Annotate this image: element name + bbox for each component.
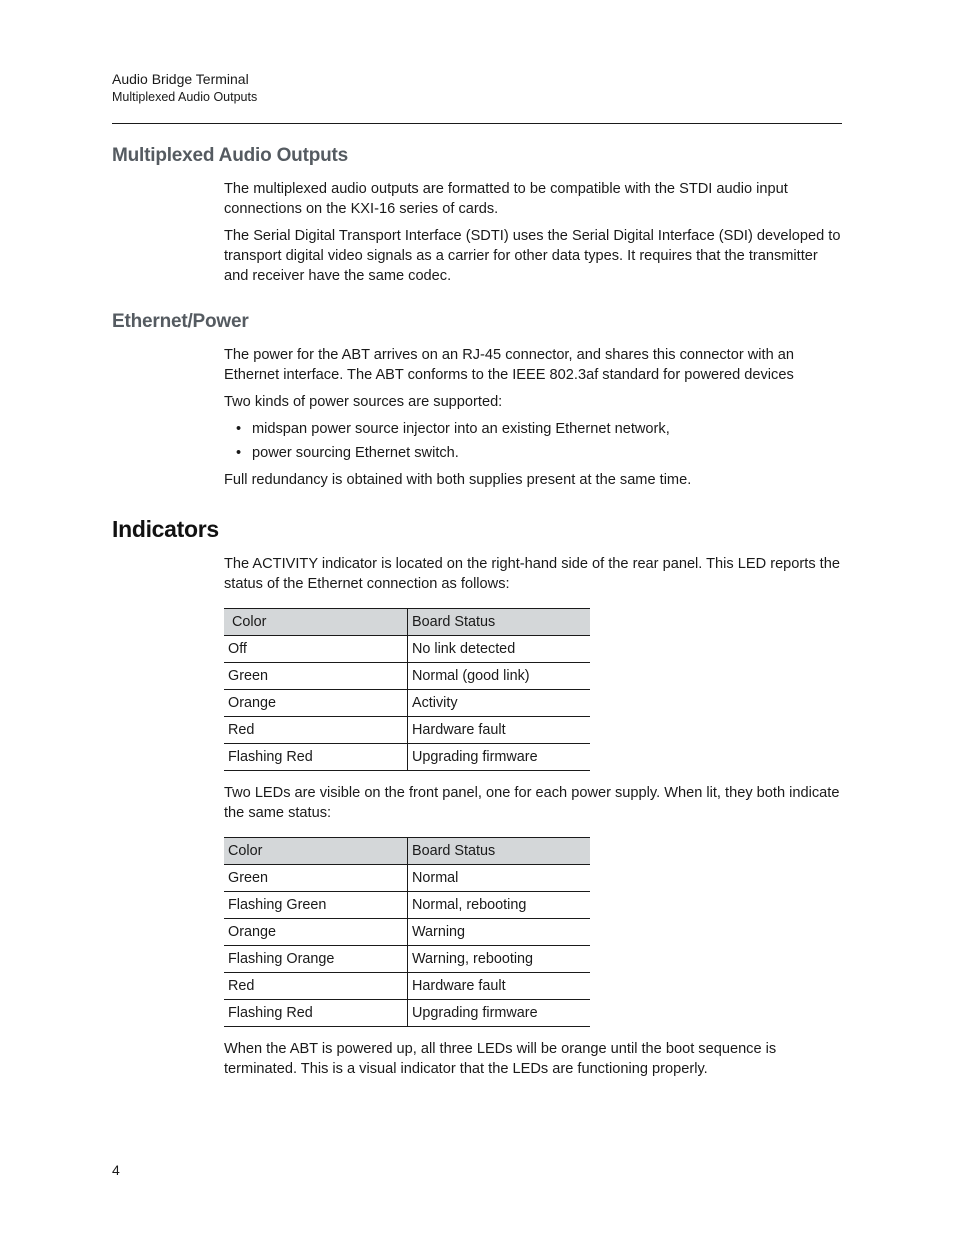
page-number: 4	[112, 1162, 120, 1178]
table-row: Flashing Orange Warning, rebooting	[224, 946, 590, 973]
column-header-board-status: Board Status	[408, 838, 591, 865]
boot-note	[224, 1039, 842, 1086]
header-title: Audio Bridge Terminal	[112, 71, 249, 87]
table-row: Green Normal	[224, 865, 590, 892]
indicators-paragraph-3: When the ABT is powered up, all three LEDs will be orange until the boot sequence is terminated. This is a visual indicator that the LEDs are functioning properly.	[224, 1041, 777, 1077]
bullet-icon: •	[236, 445, 242, 461]
heading-multiplexed-audio-outputs: Multiplexed Audio Outputs	[112, 145, 348, 166]
heading-indicators: Indicators	[112, 516, 219, 542]
table-row: Flashing Green Normal, rebooting	[224, 892, 590, 919]
bullet-icon: •	[236, 421, 242, 437]
ethernet-paragraph-3: Full redundancy is obtained with both supplies present at the same time.	[224, 472, 692, 488]
ethernet-paragraph-2: Two kinds of power sources are supported:	[224, 394, 503, 410]
mux-paragraph-2: The Serial Digital Transport Interface (SDTI) uses the Serial Digital Interface (SDI) developed to transport digital video signals as a carrier for other data types. It requires that the transmitter and receiver have the same codec.	[224, 228, 841, 284]
column-header-color: Color	[224, 838, 408, 865]
column-header-board-status: Board Status	[408, 609, 591, 636]
table-row: Red Hardware fault	[224, 973, 590, 1000]
power-table-wrap	[224, 837, 842, 1027]
ethernet-body	[224, 345, 842, 497]
power-source-list	[224, 419, 842, 463]
table-header-row	[224, 838, 590, 865]
table-row: Orange Warning	[224, 919, 590, 946]
table-row: Flashing Red Upgrading firmware	[224, 744, 590, 771]
list-item: • power sourcing Ethernet switch.	[236, 445, 459, 461]
front-panel-intro	[224, 783, 842, 830]
list-item: • midspan power source injector into an existing Ethernet network,	[236, 421, 670, 437]
table-row: Flashing Red Upgrading firmware	[224, 1000, 590, 1027]
table-row: Orange Activity	[224, 690, 590, 717]
mux-body	[224, 179, 842, 293]
table-row: Green Normal (good link)	[224, 663, 590, 690]
power-led-table	[224, 837, 590, 1027]
table-row: Red Hardware fault	[224, 717, 590, 744]
activity-table-wrap	[224, 608, 842, 771]
header-rule	[112, 123, 842, 124]
running-header	[112, 70, 842, 106]
activity-led-table	[224, 608, 590, 771]
mux-paragraph-1: The multiplexed audio outputs are formatted to be compatible with the STDI audio input connections on the KXI-16 series of cards.	[224, 181, 788, 217]
indicators-intro	[224, 554, 842, 601]
table-row: Off No link detected	[224, 636, 590, 663]
indicators-paragraph-1: The ACTIVITY indicator is located on the right-hand side of the rear panel. This LED reports the status of the Ethernet connection as follows:	[224, 556, 840, 592]
column-header-color: Color	[224, 609, 408, 636]
heading-ethernet-power: Ethernet/Power	[112, 311, 249, 332]
indicators-paragraph-2: Two LEDs are visible on the front panel, one for each power supply. When lit, they both indicate the same status:	[224, 785, 840, 821]
ethernet-paragraph-1: The power for the ABT arrives on an RJ-45 connector, and shares this connector with an Ethernet interface. The ABT conforms to the IEEE 802.3af standard for powered devices	[224, 347, 795, 383]
header-subtitle: Multiplexed Audio Outputs	[112, 90, 258, 104]
table-header-row	[224, 609, 590, 636]
